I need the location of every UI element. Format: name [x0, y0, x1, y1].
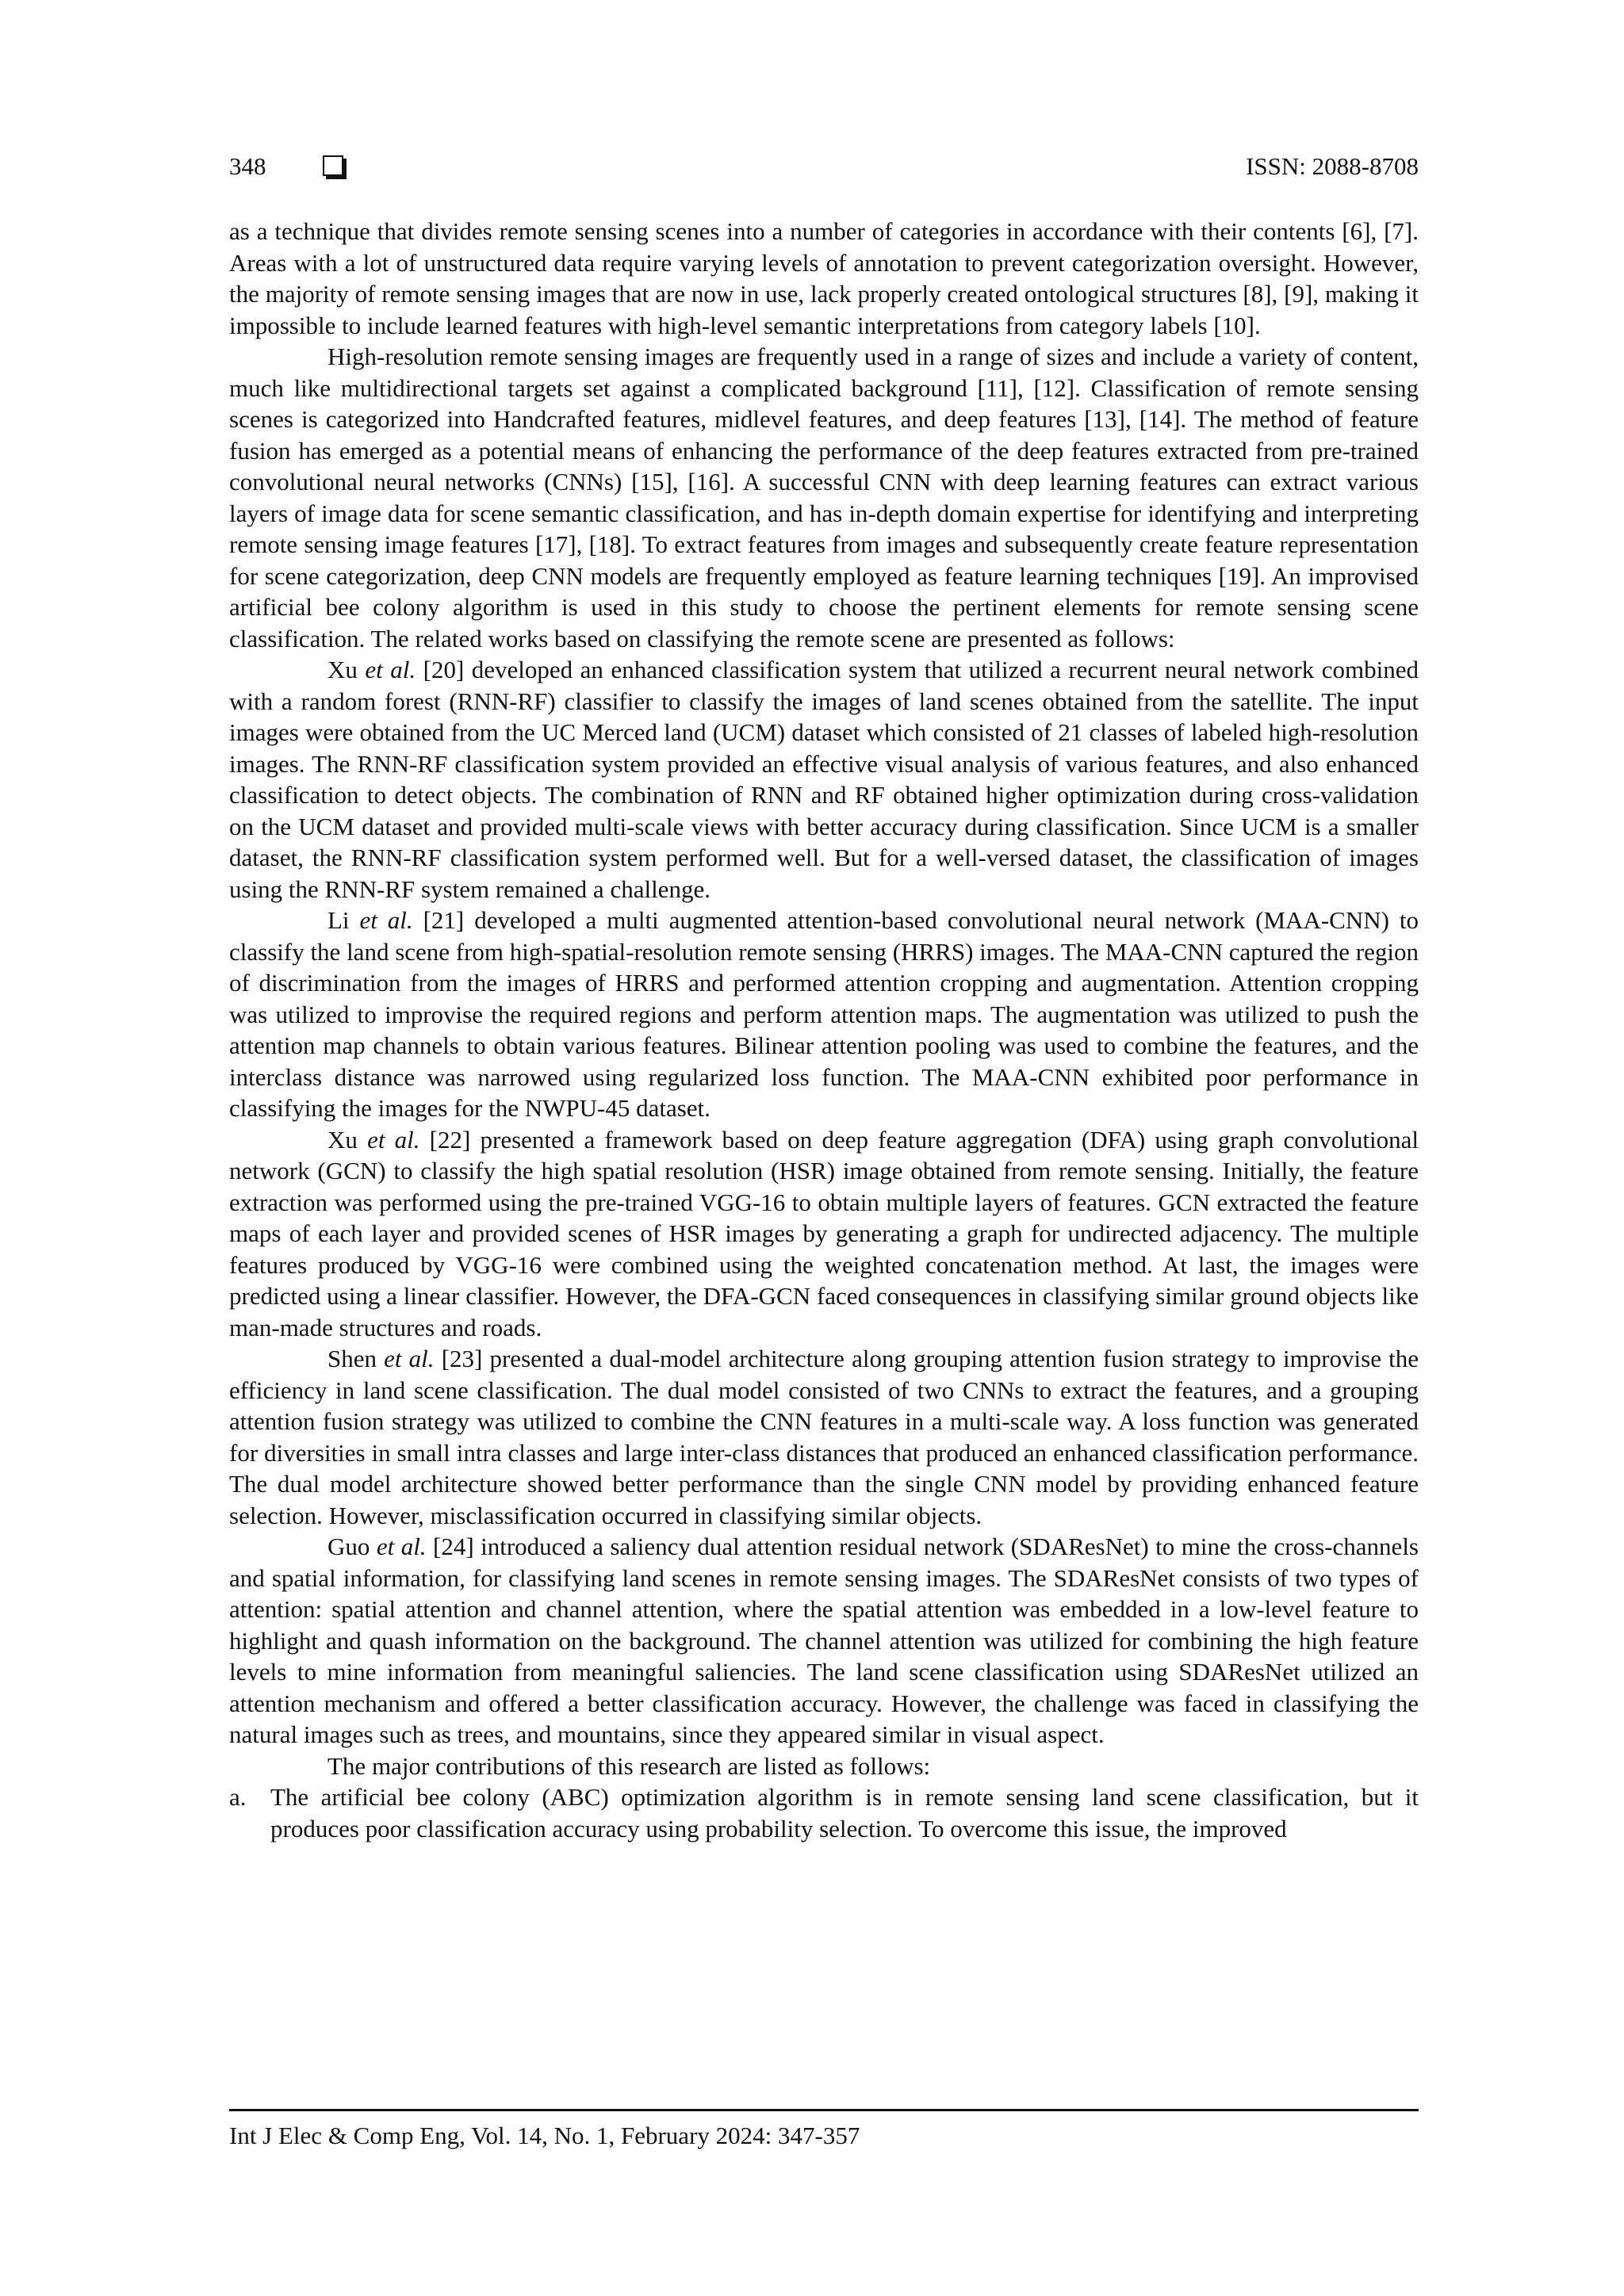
paragraph: Xu et al. [20] developed an enhanced classification system that utilized a recurrent neural network combined with a random forest (RNN-RF) classifier to classify the images of land scenes obtained from the satellite. The input images were obtained from the UC Merced land (UCM) dataset which consisted of 21 classes of labeled high-resolution images. The RNN-RF classification system provided an effective visual analysis of various features, and also enhanced classification to detect objects. The combination of RNN and RF obtained higher optimization during cross-validation on the UCM dataset and provided multi-scale views with better accuracy during classification. Since UCM is a smaller dataset, the RNN-RF classification system performed well. But for a well-versed dataset, the classification of images using the RNN-RF system remained a challenge. — [229, 656, 1419, 903]
checkbox-square-icon — [323, 155, 343, 176]
paragraph: Guo et al. [24] introduced a saliency dual attention residual network (SDAResNet) to mine the cross-channels and spatial information, for classifying land scenes in remote sensing images. The SDAResNet consists of two types of attention: spatial attention and channel attention, where the spatial attention was embedded in a low-level feature to highlight and quash information on the background. The channel attention was utilized for combining the high feature levels to mine information from meaningful saliencies. The land scene classification using SDAResNet utilized an attention mechanism and offered a better classification accuracy. However, the challenge was faced in classifying the natural images such as trees, and mountains, since they appeared similar in visual aspect. — [229, 1533, 1419, 1748]
issn-label: ISSN: 2088-8708 — [1246, 152, 1419, 180]
article-body — [229, 216, 1419, 1844]
paragraph: as a technique that divides remote sensing scenes into a number of categories in accordance with their contents [6], [7]. Areas with a lot of unstructured data require varying levels of annotation to prevent categorization oversight. However, the majority of remote sensing images that are now in use, lack properly created ontological structures [8], [9], making it impossible to include learned features with high-level semantic interpretations from category labels [10]. — [229, 217, 1419, 339]
list-item — [229, 1781, 1419, 1844]
page-header — [229, 152, 1419, 192]
list-item-text: The artificial bee colony (ABC) optimization algorithm is in remote sensing land scene classification, but it produces poor classification accuracy using probability selection. To overcome this issue, the improved — [270, 1783, 1419, 1843]
paragraph: High-resolution remote sensing images are frequently used in a range of sizes and include a variety of content, much like multidirectional targets set against a complicated background [11], [12]. Classification of remote sensing scenes is categorized into Handcrafted features, midlevel features, and deep features [13], [14]. The method of feature fusion has emerged as a potential means of enhancing the performance of the deep features extracted from pre-trained convolutional neural networks (CNNs) [15], [16]. A successful CNN with deep learning features can extract various layers of image data for scene semantic classification, and has in-depth domain expertise for identifying and interpreting remote sensing image features [17], [18]. To extract features from images and subsequently create feature representation for scene categorization, deep CNN models are frequently employed as feature learning techniques [19]. An improvised artificial bee colony algorithm is used in this study to choose the pertinent elements for remote sensing scene classification. The related works based on classifying the remote scene are presented as follows: — [229, 342, 1419, 652]
list-marker: a. — [229, 1783, 247, 1811]
page-number: 348 — [229, 152, 266, 180]
footer-divider — [229, 2109, 1419, 2111]
paragraph: The major contributions of this research are listed as follows: — [327, 1751, 931, 1780]
paragraph: Xu et al. [22] presented a framework based on deep feature aggregation (DFA) using graph convolutional network (GCN) to classify the high spatial resolution (HSR) image obtained from remote sensing. Initially, the feature extraction was performed using the pre-trained VGG-16 to obtain multiple layers of features. GCN extracted the feature maps of each layer and provided scenes of HSR images by generating a graph for undirected adjacency. The multiple features produced by VGG-16 were combined using the weighted concatenation method. At last, the images were predicted using a linear classifier. However, the DFA-GCN faced consequences in classifying similar ground objects like man-made structures and roads. — [229, 1125, 1419, 1341]
paragraph: Shen et al. [23] presented a dual-model architecture along grouping attention fusion strategy to improvise the efficiency in land scene classification. The dual model consisted of two CNNs to extract the features, and a grouping attention fusion strategy was utilized to combine the CNN features in a multi-scale way. A loss function was generated for diversities in small intra classes and large inter-class distances that produced an enhanced classification performance. The dual model architecture showed better performance than the single CNN model by providing enhanced feature selection. However, misclassification occurred in classifying similar objects. — [229, 1345, 1419, 1529]
paragraph: Li et al. [21] developed a multi augmented attention-based convolutional neural network (MAA-CNN) to classify the land scene from high-spatial-resolution remote sensing (HRRS) images. The MAA-CNN captured the region of discrimination from the images of HRRS and performed attention cropping and augmentation. Attention cropping was utilized to improvise the required regions and perform attention maps. The augmentation was utilized to push the attention map channels to obtain various features. Bilinear attention pooling was used to combine the features, and the interclass distance was narrowed using regularized loss function. The MAA-CNN exhibited poor performance in classifying the images for the NWPU-45 dataset. — [229, 906, 1419, 1122]
footer-citation: Int J Elec & Comp Eng, Vol. 14, No. 1, February 2024: 347-357 — [229, 2122, 860, 2149]
